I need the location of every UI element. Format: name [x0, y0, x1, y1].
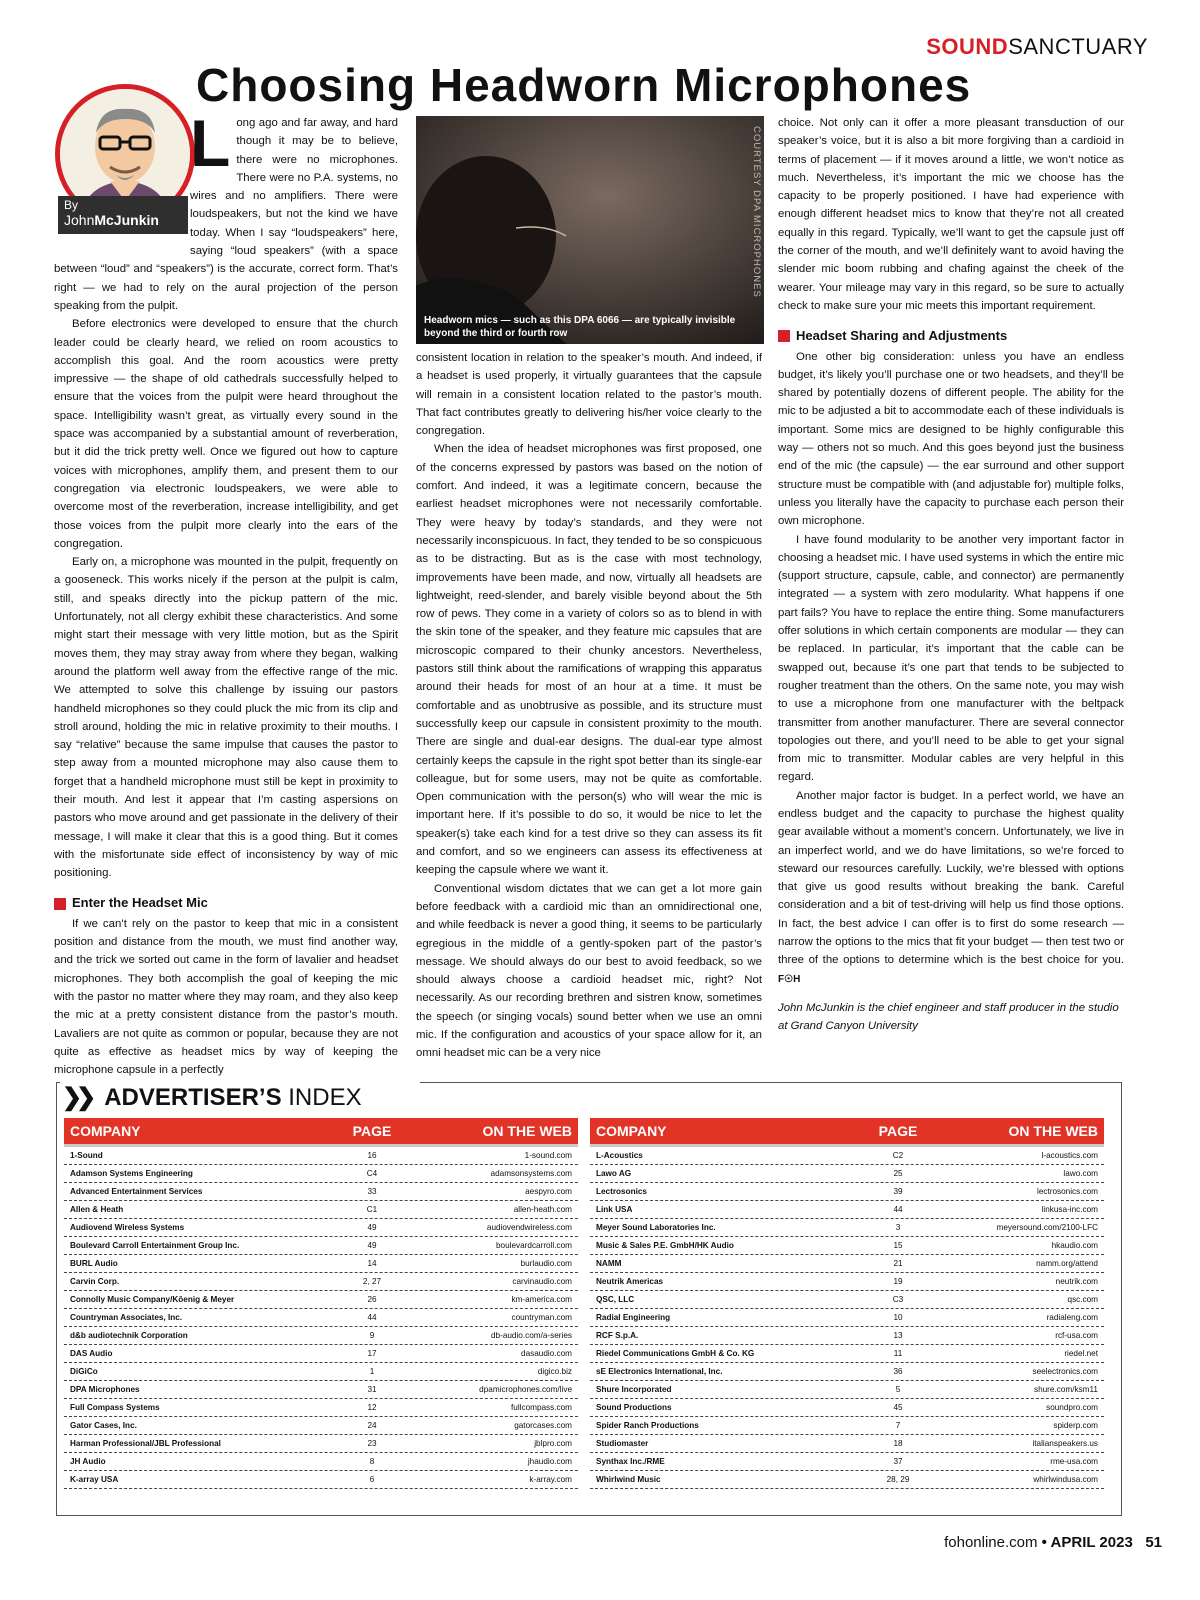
advertiser-website[interactable]: spiderp.com	[1053, 1421, 1098, 1430]
table-row	[64, 1183, 578, 1201]
advertiser-website[interactable]: jhaudio.com	[527, 1457, 572, 1466]
advertiser-company: sE Electronics International, Inc.	[596, 1367, 723, 1376]
advertiser-company: Gator Cases, Inc.	[70, 1421, 137, 1430]
advertiser-company: Adamson Systems Engineering	[70, 1169, 193, 1178]
advertiser-page: 26	[367, 1295, 377, 1304]
advertiser-company: Countryman Associates, Inc.	[70, 1313, 183, 1322]
advertiser-website[interactable]: db-audio.com/a-series	[490, 1331, 572, 1340]
advertiser-page: 12	[367, 1403, 377, 1412]
advertiser-website[interactable]: dpamicrophones.com/live	[479, 1385, 572, 1394]
table-row	[590, 1453, 1104, 1471]
advertiser-company: QSC, LLC	[596, 1295, 635, 1304]
table-row	[590, 1417, 1104, 1435]
paragraph-2: Before electronics were developed to ensure that the church leader could be clearly heard, we relied on room acoustics to accomplish this goal. And the room acoustics were pretty impressive — the shape of old cathedrals successfully helped to ensure that the voices from the pulpit were heard throughout the space. Intelligibility wasn’t great, as virtually every sound in the space was accompanied by a substantial amount of reverberation, but it did the trick pretty well. Once we figured out how to capture voices with microphones, amplify them, and present them to our congregation via electronic loudspeakers, we were able to overcome most of the reverberation, increase intelligibility, and get those voices from the pulpit more clearly into the ears of the congregation.	[54, 318, 398, 550]
advertiser-page: 36	[893, 1367, 903, 1376]
advertiser-company: Lawo AG	[596, 1169, 632, 1178]
advertiser-website[interactable]: qsc.com	[1067, 1295, 1098, 1304]
paragraph-5: consistent location in relation to the speaker’s mouth. And indeed, if a headset is used properly, it virtually guarantees that the capsule will remain in a consistent location related to the pastor’s mouth. That fact contributes greatly to delivering his/her voice clearly to the congregation.	[416, 352, 762, 438]
advertiser-page: 39	[893, 1187, 903, 1196]
advertiser-company: JH Audio	[70, 1457, 106, 1466]
advertiser-website[interactable]: gatorcases.com	[514, 1421, 572, 1430]
column-2	[416, 349, 762, 1063]
advertiser-page: C2	[892, 1151, 904, 1160]
advertiser-page: 37	[893, 1457, 903, 1466]
table-row	[590, 1399, 1104, 1417]
table-row	[64, 1399, 578, 1417]
dropcap: L	[190, 106, 231, 180]
byline-last: McJunkin	[94, 212, 159, 228]
table-row	[590, 1255, 1104, 1273]
advertiser-page: 25	[893, 1169, 903, 1178]
advertiser-page: 10	[893, 1313, 903, 1322]
advertiser-page: 2, 27	[362, 1277, 382, 1286]
advertiser-page: 14	[367, 1259, 377, 1268]
advertiser-company: Sound Productions	[596, 1403, 672, 1412]
paragraph-1: ong ago and far away, and hard though it may be to believe, there were no microphones. There were no P.A. systems, no wires and no amplifiers. There were loudspeakers, but not the kind we have today. When I say “loudspeakers” here, saying “loud speakers” (with a space between “loud” and “speakers”) is the accurate, correct form. That’s right — we had to rely on the aural projection of the person speaking from the pulpit.	[54, 117, 398, 312]
advertiser-page: 15	[893, 1241, 903, 1250]
advertiser-website[interactable]: neutrik.com	[1055, 1277, 1098, 1286]
advertiser-website[interactable]: italianspeakers.us	[1032, 1439, 1098, 1448]
advertiser-company: Whirlwind Music	[596, 1475, 661, 1484]
red-square-icon	[778, 330, 790, 342]
advertiser-page: 5	[895, 1385, 901, 1394]
paragraph-11: Another major factor is budget. In a perfect world, we have an endless budget and the capacity to purchase the highest quality gear available without a moment’s concern. Unfortunately, we live in an imperfect world, and we do have limitations, so we’re forced to steward our resources carefully. Luckily, we’re blessed with options that give us good results without breaking the bank. Careful consideration and a bit of test-driving will help us find those options. In fact, the best advice I can offer is to first do some research — narrow the options to the mics that fit your budget — then test two or three of the options to determine which is the best choice for you. F☉H	[778, 789, 1124, 985]
advertiser-company: BURL Audio	[70, 1259, 118, 1268]
advertiser-website[interactable]: linkusa-inc.com	[1041, 1205, 1098, 1214]
advertiser-company: Boulevard Carroll Entertainment Group Inc.	[70, 1241, 240, 1250]
advertiser-company: Carvin Corp.	[70, 1277, 120, 1286]
paragraph-3: Early on, a microphone was mounted in the pulpit, frequently on a gooseneck. This works nicely if the person at the pulpit is calm, still, and speaks directly into the pickup pattern of the mic. Unfortunately, not all clergy exhibit these characteristics. And some might start their message with very little motion, but as the Spirit moves them, they may stray away from where they began, walking around the platform well away from the effective range of the mic. We attempted to solve this challenge by issuing our pastors handheld microphones so they could pluck the mic from its clip and stroll around, holding the mic in relative proximity to their mouths. I say “relative” because the same impulse that causes the pastor to step away from a mounted microphone may also cause them to forget that a handheld microphone must still be kept in proximity to their mouth. And lest it appear that I’m casting aspersions on pastors who move around and get passionate in the delivery of their message, I will make it clear that this is a good thing. But it comes with the misfortunate side effect of inconsistency by way of mic positioning.	[54, 556, 398, 880]
advertiser-website[interactable]: boulevardcarroll.com	[496, 1241, 572, 1250]
table-row	[590, 1183, 1104, 1201]
advertiser-page: 6	[369, 1475, 375, 1484]
advertiser-website[interactable]: rcf-usa.com	[1055, 1331, 1098, 1340]
advertiser-website[interactable]: burlaudio.com	[520, 1259, 572, 1268]
table-row	[590, 1363, 1104, 1381]
byline-first: John	[64, 212, 95, 228]
advertiser-page: 28, 29	[886, 1475, 910, 1484]
paragraph-4: If we can’t rely on the pastor to keep that mic in a consistent position and distance from the mouth, we must find another way, and the trick we sorted out came in the form of lavalier and headset microphones. They both accomplish the goal of keeping the mic with the pastor no matter where they may roam, and they also keep the mic at a pretty consistent distance from the pastor’s mouth. Lavaliers are not quite as common or popular, because they are not quite as effective as headset mics by way of keeping the microphone capsule in a perfectly	[54, 917, 398, 1077]
advertiser-website[interactable]: soundpro.com	[1046, 1403, 1098, 1412]
advertiser-website[interactable]: fullcompass.com	[511, 1403, 572, 1412]
photo-credit: COURTESY DPA MICROPHONES	[751, 126, 762, 298]
advertiser-page: 7	[895, 1421, 901, 1430]
advertiser-company: Allen & Heath	[70, 1205, 124, 1214]
table-row	[590, 1165, 1104, 1183]
advertiser-page: C3	[892, 1295, 904, 1304]
table-row	[64, 1255, 578, 1273]
advertiser-table-right	[590, 1118, 1104, 1489]
table-row	[590, 1381, 1104, 1399]
table-row	[590, 1435, 1104, 1453]
advertiser-page: 1	[369, 1367, 375, 1376]
advertiser-website[interactable]: k-array.com	[529, 1475, 572, 1484]
advertiser-company: Audiovend Wireless Systems	[70, 1223, 185, 1232]
advertiser-company: K-array USA	[70, 1475, 119, 1484]
advertiser-website[interactable]: digico.biz	[537, 1367, 572, 1376]
table-row	[64, 1345, 578, 1363]
brand-sound: SOUND	[926, 34, 1009, 59]
advertiser-website[interactable]: riedel.net	[1064, 1349, 1098, 1358]
advertiser-company: Link USA	[596, 1205, 633, 1214]
advertiser-website[interactable]: lawo.com	[1063, 1169, 1098, 1178]
column-1	[54, 106, 398, 1079]
table-row	[590, 1471, 1104, 1489]
advertiser-company: Spider Ranch Productions	[596, 1421, 699, 1430]
advertiser-website[interactable]: meyersound.com/2100-LFC	[996, 1223, 1098, 1232]
advertiser-website[interactable]: radialeng.com	[1046, 1313, 1098, 1322]
advertiser-website[interactable]: carvinaudio.com	[512, 1277, 572, 1286]
paragraph-9: One other big consideration: unless you have an endless budget, it’s likely you’ll purchase one or two headsets, and they’ll be shared by potentially dozens of different people. The ability for the mic to be adjusted a bit to accommodate each of these individuals is important. Some mics are designed to be highly configurable this way — others not so much. And this goes beyond just the business end of the mic (the capsule) — the ear surround and other support structure must be compatible with (and adjustable for) multiple folks, unless you literally have the capacity to purchase each person their own microphone.	[778, 350, 1124, 528]
advertiser-page: C4	[366, 1169, 378, 1178]
table-row	[590, 1291, 1104, 1309]
table-row	[590, 1273, 1104, 1291]
table-row	[590, 1327, 1104, 1345]
red-square-icon	[54, 898, 66, 910]
advertiser-company: Studiomaster	[596, 1439, 649, 1448]
advertiser-page: 21	[893, 1259, 903, 1268]
table-row	[64, 1147, 578, 1165]
advertiser-company: DPA Microphones	[70, 1385, 140, 1394]
table-row	[64, 1219, 578, 1237]
table-row	[64, 1309, 578, 1327]
subhead-headset-sharing: Headset Sharing and Adjustments	[778, 327, 1124, 345]
table-row	[64, 1165, 578, 1183]
advertiser-website[interactable]: shure.com/ksm11	[1033, 1385, 1098, 1394]
advertiser-website[interactable]: dasaudio.com	[521, 1349, 572, 1358]
advertiser-company: RCF S.p.A.	[596, 1331, 639, 1340]
table-row	[590, 1237, 1104, 1255]
advertiser-page: 44	[367, 1313, 377, 1322]
table-row	[64, 1273, 578, 1291]
advertiser-company: NAMM	[596, 1259, 622, 1268]
section-brand	[926, 34, 1148, 60]
advertiser-page: 49	[367, 1241, 377, 1250]
advertiser-page: 24	[367, 1421, 377, 1430]
advertiser-website[interactable]: km-america.com	[511, 1295, 572, 1304]
advertiser-company: DiGiCo	[70, 1367, 98, 1376]
advertiser-page: 3	[895, 1223, 901, 1232]
advertiser-website[interactable]: l-acoustics.com	[1041, 1151, 1098, 1160]
advertiser-page: 11	[893, 1349, 903, 1358]
advertiser-website[interactable]: adamsonsystems.com	[490, 1169, 572, 1178]
subhead-enter-headset: Enter the Headset Mic	[54, 894, 398, 912]
advertiser-website[interactable]: jblpro.com	[534, 1439, 572, 1448]
advertiser-page: 49	[367, 1223, 377, 1232]
double-chevron-icon: ❯❯	[62, 1084, 91, 1111]
advertiser-page: 8	[369, 1457, 375, 1466]
advertiser-website[interactable]: rme-usa.com	[1050, 1457, 1098, 1466]
column-3	[778, 114, 1124, 1036]
table-row	[590, 1147, 1104, 1165]
table-row	[64, 1381, 578, 1399]
advertiser-company: 1-Sound	[70, 1151, 103, 1160]
speaker-photo-icon	[416, 116, 764, 344]
advertiser-page: 45	[893, 1403, 903, 1412]
headworn-mic-photo	[416, 116, 764, 344]
footer-date: APRIL 2023	[1050, 1534, 1133, 1551]
advertiser-page: C1	[366, 1205, 378, 1214]
table-row	[64, 1327, 578, 1345]
table-header: COMPANY PAGE ON THE WEB	[590, 1118, 1104, 1147]
advertiser-company: Neutrik Americas	[596, 1277, 664, 1286]
advertiser-page: 13	[893, 1331, 903, 1340]
table-row	[64, 1201, 578, 1219]
advertiser-company: Riedel Communications GmbH & Co. KG	[596, 1349, 755, 1358]
advertiser-company: Music & Sales P.E. GmbH/HK Audio	[596, 1241, 734, 1250]
advertiser-company: d&b audiotechnik Corporation	[70, 1331, 188, 1340]
photo-caption: Headworn mics — such as this DPA 6066 — are typically invisible beyond the third or fourth row	[424, 315, 736, 339]
end-mark-icon: F☉H	[778, 973, 801, 985]
advertiser-website[interactable]: 1-sound.com	[524, 1151, 572, 1160]
advertiser-company: DAS Audio	[70, 1349, 113, 1358]
advertiser-website[interactable]: whirlwindusa.com	[1033, 1475, 1098, 1484]
advertiser-company: Synthax Inc./RME	[596, 1457, 665, 1466]
author-bio: John McJunkin is the chief engineer and staff producer in the studio at Grand Canyon University	[778, 1001, 1119, 1033]
advertiser-table-left	[64, 1118, 578, 1489]
table-row	[64, 1291, 578, 1309]
table-row	[64, 1237, 578, 1255]
table-row	[590, 1309, 1104, 1327]
advertiser-company: Connolly Music Company/Kŏenig & Meyer	[70, 1295, 235, 1304]
byline-by: By	[64, 198, 79, 212]
advertiser-index-title: ❯❯ ADVERTISER’S INDEX	[62, 1084, 362, 1111]
advertiser-page: 9	[369, 1331, 375, 1340]
table-row	[64, 1363, 578, 1381]
table-row	[590, 1201, 1104, 1219]
page-number: 51	[1145, 1534, 1162, 1551]
advertiser-page: 33	[367, 1187, 377, 1196]
advertiser-website[interactable]: aespyro.com	[525, 1187, 572, 1196]
table-row	[64, 1435, 578, 1453]
advertiser-website[interactable]: lectrosonics.com	[1037, 1187, 1098, 1196]
advertiser-page: 19	[893, 1277, 903, 1286]
page-footer: fohonline.com • APRIL 2023 51	[944, 1534, 1162, 1551]
advertiser-website[interactable]: audiovendwireless.com	[486, 1223, 572, 1232]
table-row	[64, 1453, 578, 1471]
advertiser-page: 23	[367, 1439, 377, 1448]
table-row	[64, 1417, 578, 1435]
table-header: COMPANY PAGE ON THE WEB	[64, 1118, 578, 1147]
advertiser-page: 16	[367, 1151, 377, 1160]
advertiser-company: Advanced Entertainment Services	[70, 1187, 203, 1196]
advertiser-website[interactable]: allen-heath.com	[513, 1205, 572, 1214]
advertiser-website[interactable]: namm.org/attend	[1036, 1259, 1098, 1268]
table-row	[590, 1345, 1104, 1363]
paragraph-8: choice. Not only can it offer a more pleasant transduction of our speaker’s voice, but it is also a bit more forgiving than a cardioid in terms of placement — if it moves around a little, we won’t notice as much. Nevertheless, it’s important the mic we choose has the capacity to be properly positioned. I have had experience with enough different headset mics to know that they’re not all created equally in this regard. Typically, we’ll want to get the capsule just off the corner of the mouth, and we’ll definitely want to avoid having the slender mic boom rubbing and chafing against the cheek of the wearer. Your mileage may vary in this regard, so be sure to actually check to make sure your mic meets this important requirement.	[778, 117, 1124, 312]
advertiser-company: Meyer Sound Laboratories Inc.	[596, 1223, 716, 1232]
brand-sanctuary: SANCTUARY	[1008, 34, 1148, 59]
advertiser-company: Lectrosonics	[596, 1187, 647, 1196]
table-row	[64, 1471, 578, 1489]
advertiser-page: 31	[367, 1385, 377, 1394]
table-row	[590, 1219, 1104, 1237]
advertiser-company: Full Compass Systems	[70, 1403, 160, 1412]
footer-site: fohonline.com	[944, 1534, 1038, 1551]
advertiser-company: Shure Incorporated	[596, 1385, 672, 1394]
advertiser-page: 44	[893, 1205, 903, 1214]
paragraph-10: I have found modularity to be another very important factor in choosing a headset mic. I have used systems in which the entire mic (support structure, capsule, cable, and connector) are permanently integrated — a system with zero modularity. What happens if one part fails? You have to replace the entire thing. Some manufacturers offer solutions in which certain components are modular — they can be replaced. In particular, it’s important that the cable can be swapped out, because it’s one part that tends to be subjected to rougher treatment than the others. On the same note, you may wish to use a microphone from one manufacturer with the beltpack transmitter from another manufacturer. There are several connector topologies out there, and you’ll need to be able to get your signal from mic to transmitter. Modular cables are very helpful in this regard.	[778, 533, 1124, 784]
paragraph-6: When the idea of headset microphones was first proposed, one of the concerns expressed by pastors was based on the notion of comfort. And indeed, it was a legitimate concern, because the earliest headset microphones were not necessarily comfortable. They were heavy by today’s standards, and they were not necessarily inconspicuous. In fact, they tended to be so conspicuous as to be distracting. But as is the case with most technology, improvements have been made, and now, virtually all headsets are lightweight, reed-slender, and barely visible beyond about the 5th row of pews. They come in a variety of colors so as to blend in with the skin tone of the speaker, and they feature mic capsules that are microscopic compared to their chunky ancestors. Nevertheless, pastors still think about the ramifications of wrapping this apparatus around their heads for most of an hour at a time. It must be comfortable and as unobtrusive as possible, and its structure must successfully keep our capsule in consistent proximity to the mouth. There are single and dual-ear designs. The dual-ear type almost certainly keeps the capsule in the right spot better than its single-ear colleague, but for some users, may not be quite as comfortable. Open communication with the person(s) who will wear the mic is important here. If it’s possible to do so, it would be nice to let the speaker(s) take each kind for a test drive so they can assess its fit and comfort, and so we engineers can assess its effectiveness at keeping the capsule where we want it.	[416, 443, 762, 877]
advertiser-website[interactable]: countryman.com	[511, 1313, 572, 1322]
article-title: Choosing Headworn Microphones	[196, 59, 972, 111]
advertiser-website[interactable]: hkaudio.com	[1051, 1241, 1098, 1250]
paragraph-7: Conventional wisdom dictates that we can get a lot more gain before feedback with a cardioid mic than an omnidirectional one, and while feedback is never a good thing, it seems to be particularly egregious in the middle of a gently-spoken part of the pastor’s message. We should always do our best to avoid feedback, so we should always choose a cardioid headset mic, right? Not necessarily. As our recording brethren and sistren know, sometimes the speech (or singing vocals) sound better when we use an omni mic. If the configuration and acoustics of your space allow for it, an omni headset mic can be a very nice	[416, 882, 762, 1060]
advertiser-page: 17	[367, 1349, 377, 1358]
advertiser-company: Radial Engineering	[596, 1313, 671, 1322]
advertiser-company: Harman Professional/JBL Professional	[70, 1439, 221, 1448]
advertiser-website[interactable]: seelectronics.com	[1032, 1367, 1098, 1376]
advertiser-company: L-Acoustics	[596, 1151, 643, 1160]
advertiser-page: 18	[893, 1439, 903, 1448]
